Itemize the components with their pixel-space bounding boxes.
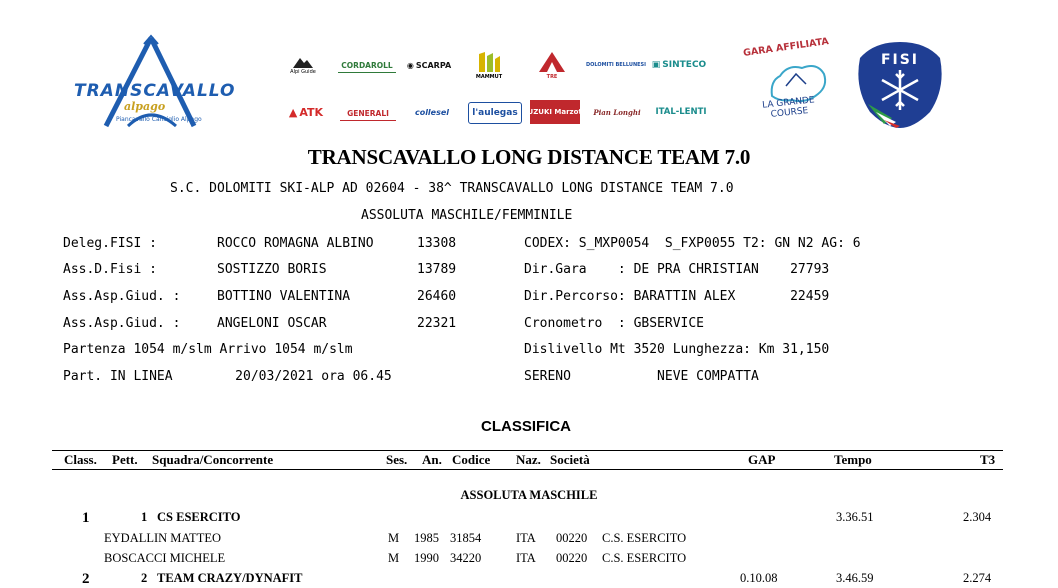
team-bib: 2: [141, 571, 148, 585]
sponsor-13: Pian Longhi: [593, 107, 641, 117]
info-label-3: Ass.Asp.Giud. :: [63, 316, 181, 331]
col-pett: Pett.: [112, 452, 138, 467]
transcavallo-tagline: Piancavallo Cansiglio Alpago: [116, 116, 202, 123]
team-name: TEAM CRAZY/DYNAFIT: [157, 571, 303, 585]
info-value-0: ROCCO ROMAGNA ALBINO: [217, 236, 374, 251]
col-societa: Società: [550, 452, 590, 467]
member-soc-code: 00220: [556, 551, 588, 565]
info-right-3: Cronometro : GBSERVICE: [524, 316, 705, 331]
transcavallo-name: TRANSCAVALLO: [74, 81, 236, 101]
info-label-0: Deleg.FISI :: [63, 236, 157, 251]
col-tempo: Tempo: [834, 452, 872, 467]
section-title: CLASSIFICA: [481, 418, 571, 435]
member-code: 34220: [450, 551, 482, 565]
info-partenza: Partenza 1054 m/slm Arrivo 1054 m/slm: [63, 342, 353, 357]
team-gap: 0.10.08: [740, 571, 778, 585]
col-gap: GAP: [748, 452, 776, 467]
team-position: 1: [82, 510, 90, 526]
transcavallo-logo: [66, 34, 246, 134]
info-code-2: 26460: [417, 289, 457, 304]
info-right-0: CODEX: S_MXP0054 S_FXP0055 T2: GN N2 AG: 6: [524, 236, 861, 251]
member-society: C.S. ESERCITO: [602, 531, 687, 545]
col-class: Class.: [64, 452, 97, 467]
peak-icon: [537, 50, 567, 74]
table-header: [52, 450, 1003, 470]
team-t3: 2.274: [963, 571, 992, 585]
member-society: C.S. ESERCITO: [602, 551, 687, 565]
member-naz: ITA: [516, 531, 536, 545]
sponsor-5: TRE: [532, 48, 572, 82]
team-time: 3.36.51: [836, 510, 874, 524]
member-sex: M: [388, 551, 400, 565]
col-naz: Naz.: [516, 452, 541, 467]
member-year: 1990: [414, 551, 439, 565]
member-name: BOSCACCI MICHELE: [104, 551, 226, 565]
subtitle: S.C. DOLOMITI SKI-ALP AD 02604 - 38^ TRANSCAVALLO LONG DISTANCE TEAM 7.0: [170, 181, 734, 196]
col-squadra: Squadra/Concorrente: [152, 452, 274, 467]
transcavallo-sub: alpago: [124, 100, 166, 113]
col-t3: T3: [980, 452, 996, 467]
member-name: EYDALLIN MATTEO: [104, 531, 221, 545]
team-time: 3.46.59: [836, 571, 874, 585]
team-position: 2: [82, 571, 90, 587]
sponsor-7: ▣ SINTECO: [651, 60, 707, 70]
team-bib: 1: [141, 510, 148, 524]
info-right-2: Dir.Percorso: BARATTIN ALEX 22459: [524, 289, 830, 304]
member-sex: M: [388, 531, 400, 545]
info-right-1: Dir.Gara : DE PRA CHRISTIAN 27793: [524, 262, 830, 277]
info-value-2: BOTTINO VALENTINA: [217, 289, 351, 304]
team-name: CS ESERCITO: [157, 510, 241, 524]
col-codice: Codice: [452, 452, 491, 467]
team-t3: 2.304: [963, 510, 992, 524]
info-right-4: Dislivello Mt 3520 Lunghezza: Km 31,150: [524, 342, 830, 357]
info-code-0: 13308: [417, 236, 457, 251]
gara-affiliata-logo: GARA AFFILIATA LA GRANDE COURSE: [740, 36, 832, 132]
sponsor-11: l'aulegas: [468, 102, 522, 124]
member-code: 31854: [450, 531, 482, 545]
member-soc-code: 00220: [556, 531, 588, 545]
mountain-icon: [292, 55, 314, 69]
col-an: An.: [422, 452, 442, 467]
sponsor-2: CORDAROLL: [338, 58, 396, 73]
info-value-1: SOSTIZZO BORIS: [217, 262, 327, 277]
info-right-5: SERENO NEVE COMPATTA: [524, 369, 759, 384]
info-code-3: 22321: [417, 316, 457, 331]
sponsor-6: DOLOMITI BELLUNESI: [585, 62, 647, 68]
info-label-1: Ass.D.Fisi :: [63, 262, 157, 277]
info-value-3: ANGELONI OSCAR: [217, 316, 327, 331]
sponsor-14: ITAL-LENTI: [655, 107, 707, 117]
fisi-name: FISI: [880, 52, 920, 68]
sponsor-8: ▲ ATK: [288, 105, 324, 119]
info-start: Part. IN LINEA 20/03/2021 ora 06.45: [63, 369, 392, 384]
col-ses: Ses.: [386, 452, 408, 467]
sponsor-1: Alpi Guide: [284, 50, 322, 80]
page-title: TRANSCAVALLO LONG DISTANCE TEAM 7.0: [307, 145, 751, 169]
sponsor-10: collesel: [414, 107, 450, 117]
info-label-2: Ass.Asp.Giud. :: [63, 289, 181, 304]
sponsor-4: MAMMUT: [474, 48, 504, 82]
member-naz: ITA: [516, 551, 536, 565]
sponsor-3: ◉ SCARPA: [406, 60, 452, 70]
sponsor-12: SUZUKI Marzotti: [530, 100, 580, 124]
fisi-logo: [854, 38, 946, 130]
info-code-1: 13789: [417, 262, 457, 277]
group-title: ASSOLUTA MASCHILE: [460, 488, 598, 502]
category-line: ASSOLUTA MASCHILE/FEMMINILE: [361, 208, 573, 223]
mammut-mark-icon: [476, 50, 502, 74]
member-year: 1985: [414, 531, 439, 545]
sponsor-9: GENERALI: [340, 106, 396, 121]
